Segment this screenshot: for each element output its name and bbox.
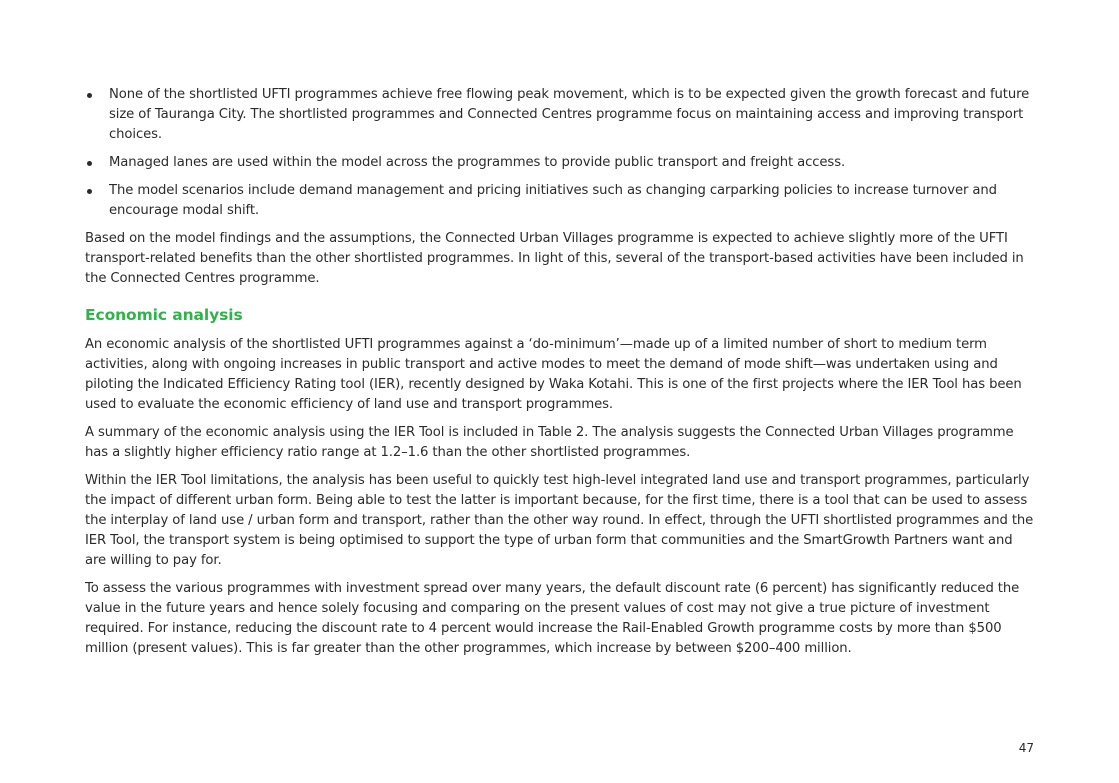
bullet-item [85, 153, 1035, 173]
page-number: 47 [1018, 741, 1034, 755]
section-heading: Economic analysis [85, 306, 243, 324]
body-paragraph: Within the IER Tool limitations, the analysis has been useful to quickly test high-level integrated land use and transport programmes, particularly the impact of different urban form. Being able to test the latter is important because, for the first time, there is a tool that can be used to assess the interplay of land use / urban form and transport, rather than the other way round. In effect, through the UFTI shortlisted programmes and the IER Tool, the transport system is being optimised to support the type of urban form that communities and the SmartGrowth Partners want and are willing to pay for. [85, 473, 1034, 568]
bullet-dot-icon [87, 93, 92, 98]
bullet-dot-icon [87, 161, 92, 166]
body-paragraph: To assess the various programmes with investment spread over many years, the default discount rate (6 percent) has significantly reduced the value in the future years and hence solely focusing and comparing on the present values of cost may not give a true picture of investment required. For instance, reducing the discount rate to 4 percent would increase the Rail-Enabled Growth programme costs by more than $500 million (present values). This is far greater than the other programmes, which increase by between $200–400 million. [85, 581, 1020, 656]
document-page [85, 85, 1035, 667]
bullet-text: Managed lanes are used within the model across the programmes to provide public transport and freight access. [109, 155, 846, 170]
bullet-text: None of the shortlisted UFTI programmes achieve free flowing peak movement, which is to be expected given the growth forecast and future size of Tauranga City. The shortlisted programmes and Connected Centres programme focus on maintaining access and improving transport choices. [109, 87, 1030, 142]
bullet-dot-icon [87, 189, 92, 194]
intro-paragraph: Based on the model findings and the assumptions, the Connected Urban Villages programme is expected to achieve slightly more of the UFTI transport-related benefits than the other shortlisted programmes. In light of this, several of the transport-based activities have been included in the Connected Centres programme. [85, 231, 1024, 286]
body-paragraph: A summary of the economic analysis using the IER Tool is included in Table 2. The analysis suggests the Connected Urban Villages programme has a slightly higher efficiency ratio range at 1.2–1.6 than the other shortlisted programmes. [85, 425, 1014, 460]
bullet-text: The model scenarios include demand management and pricing initiatives such as changing carparking policies to increase turnover and encourage modal shift. [109, 183, 997, 218]
bullet-item [85, 85, 1035, 145]
bullet-list [85, 85, 1035, 221]
body-paragraph: An economic analysis of the shortlisted UFTI programmes against a ‘do-minimum’—made up of a limited number of short to medium term activities, along with ongoing increases in public transport and active modes to meet the demand of mode shift—was undertaken using and piloting the Indicated Efficiency Rating tool (IER), recently designed by Waka Kotahi. This is one of the first projects where the IER Tool has been used to evaluate the economic efficiency of land use and transport programmes. [85, 337, 1022, 412]
bullet-item [85, 181, 1035, 221]
